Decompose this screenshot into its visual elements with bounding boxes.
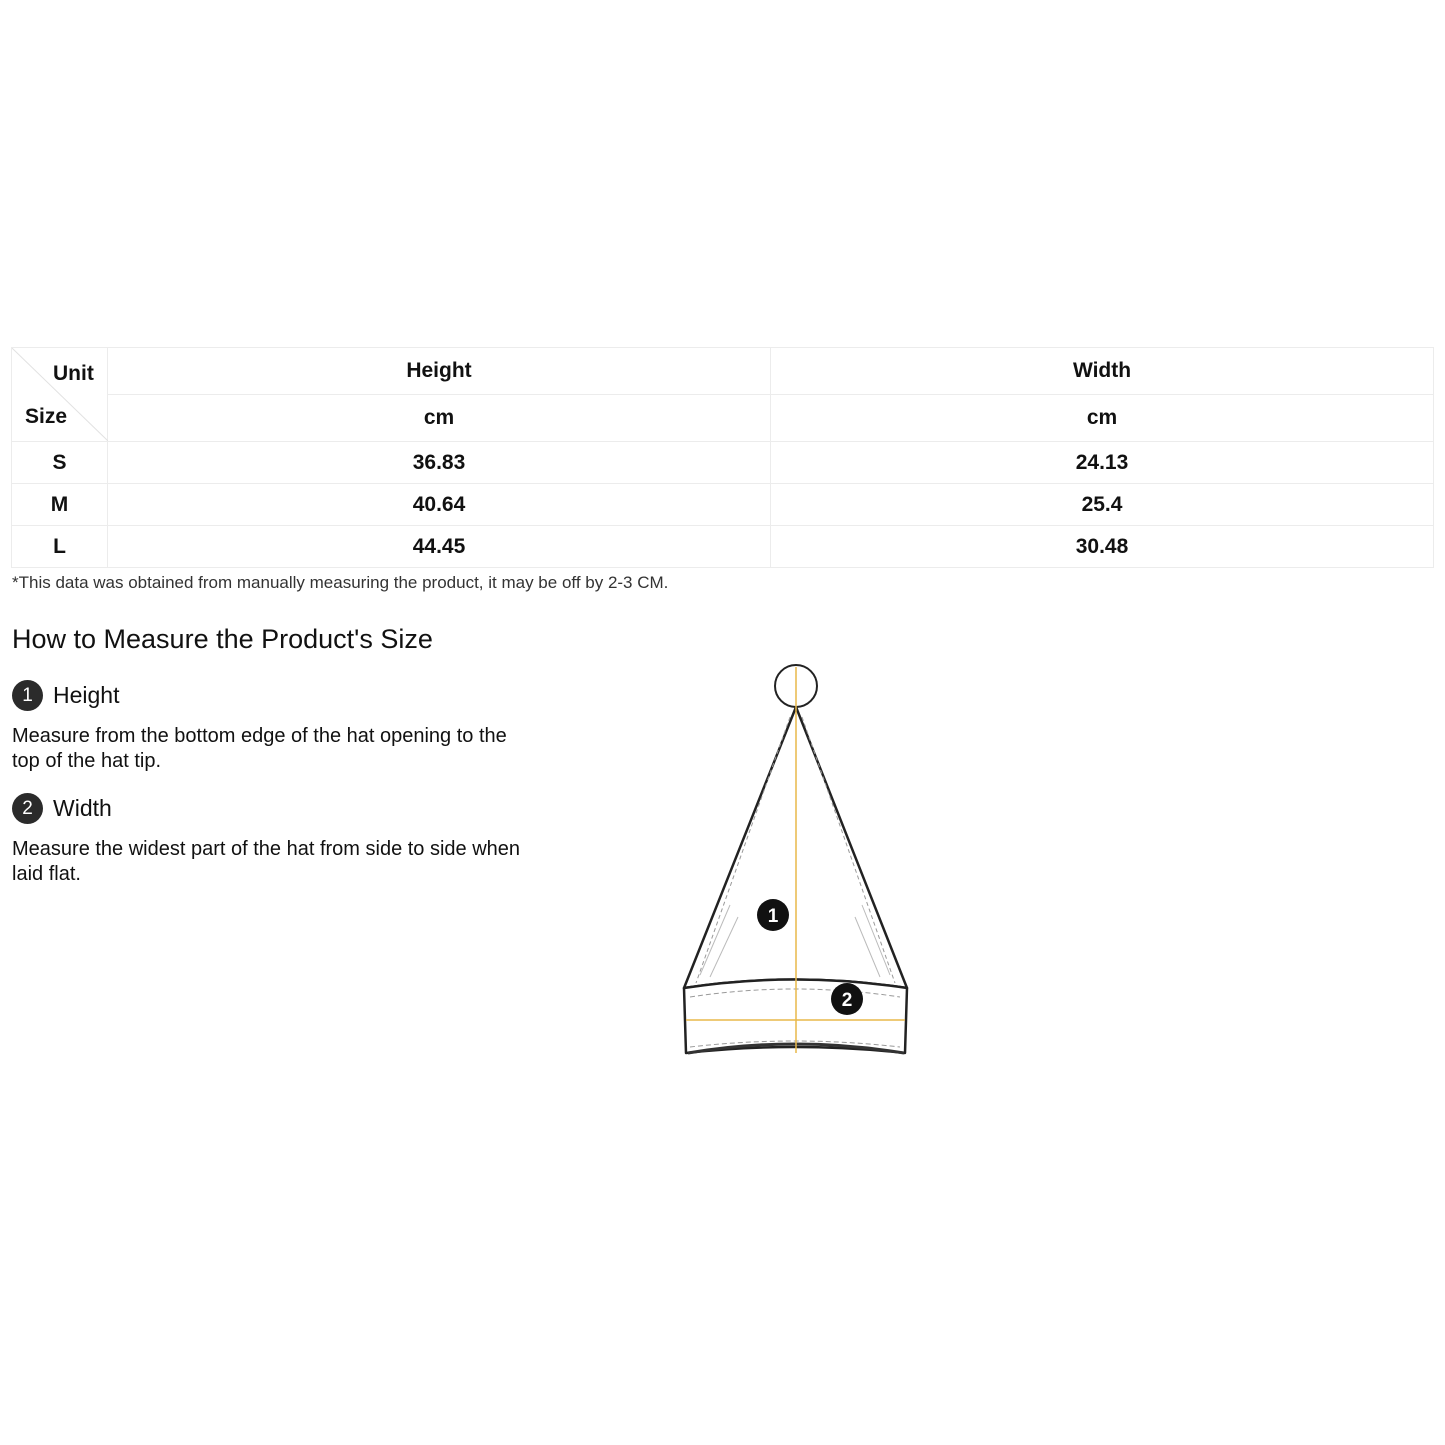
marker-1-label: 1 <box>767 906 779 927</box>
width-cell: 30.48 <box>771 526 1434 568</box>
measurement-disclaimer: *This data was obtained from manually measuring the product, it may be off by 2-3 CM. <box>12 573 669 592</box>
column-header-width: Width <box>771 348 1434 395</box>
height-heading <box>12 680 119 711</box>
width-label: Width <box>53 795 112 821</box>
size-cell: S <box>12 442 108 484</box>
corner-size-label: Size <box>25 405 68 428</box>
table-row <box>12 526 1434 568</box>
height-instructions: Measure from the bottom edge of the hat opening to the top of the hat tip. <box>12 725 507 772</box>
table-corner-cell <box>12 348 108 442</box>
height-cell: 36.83 <box>108 442 771 484</box>
width-unit: cm <box>771 395 1434 442</box>
height-cell: 44.45 <box>108 526 771 568</box>
table-row <box>12 442 1434 484</box>
corner-unit-label: Unit <box>53 362 94 385</box>
column-header-height: Height <box>108 348 771 395</box>
number-badge-1: 1 <box>12 680 43 711</box>
number-badge-2: 2 <box>12 793 43 824</box>
table-row <box>12 484 1434 526</box>
height-unit: cm <box>108 395 771 442</box>
table-header-row <box>12 348 1434 395</box>
height-label: Height <box>53 682 120 708</box>
size-cell: M <box>12 484 108 526</box>
marker-2-label: 2 <box>841 990 853 1011</box>
width-cell: 24.13 <box>771 442 1434 484</box>
width-cell: 25.4 <box>771 484 1434 526</box>
width-heading <box>12 793 112 824</box>
size-chart-table <box>11 347 1434 568</box>
hat-diagram <box>670 655 920 1065</box>
table-unit-row <box>12 395 1434 442</box>
height-cell: 40.64 <box>108 484 771 526</box>
width-instructions: Measure the widest part of the hat from side to side when laid flat. <box>12 838 521 885</box>
guide-title: How to Measure the Product's Size <box>12 624 433 654</box>
size-cell: L <box>12 526 108 568</box>
